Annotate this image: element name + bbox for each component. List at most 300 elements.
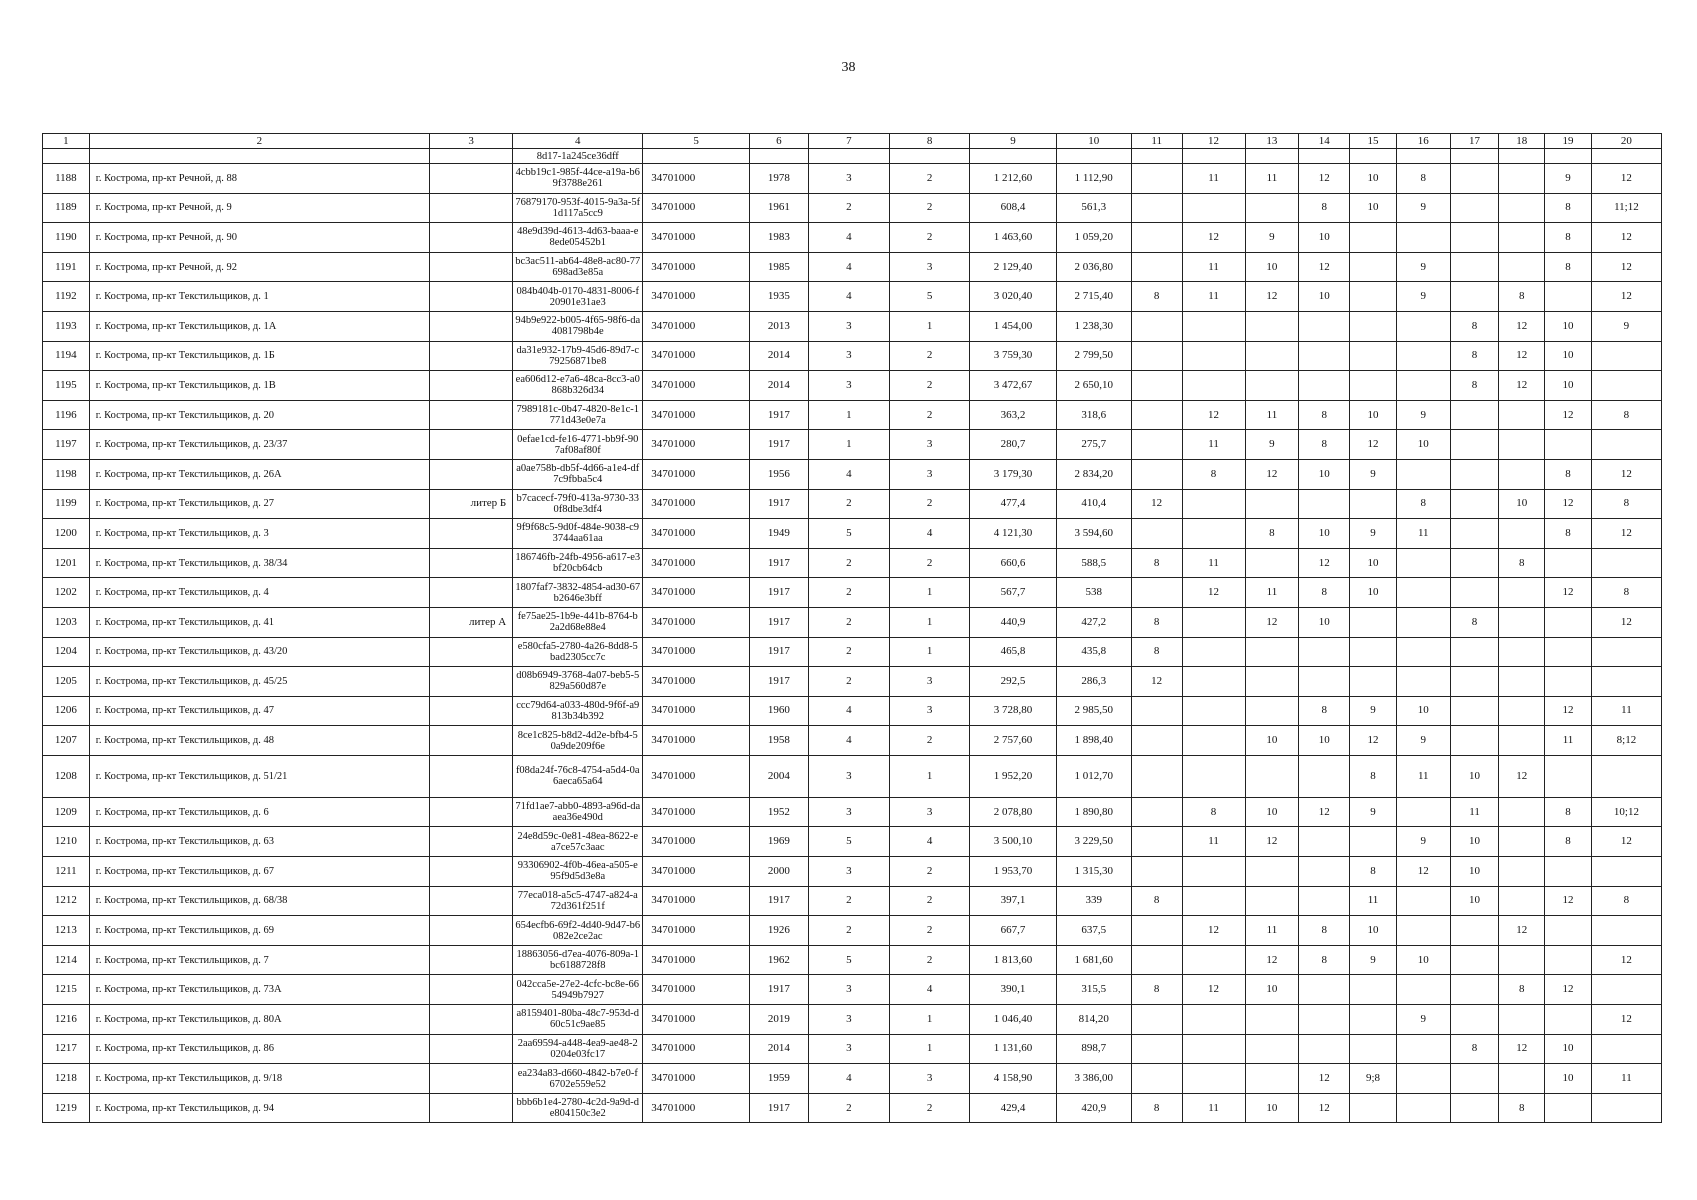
oktmo-code-cell: 34701000: [643, 916, 750, 946]
column-18-cell: [1499, 400, 1545, 430]
column-number: 13: [1245, 134, 1299, 149]
fias-guid-cell: da31e932-17b9-45d6-89d7-c79256871be8: [513, 341, 643, 371]
column-11-cell: [1131, 430, 1182, 460]
column-11-cell: [1131, 827, 1182, 857]
fias-guid-cell: 94b9e922-b005-4f65-98f6-da4081798b4e: [513, 311, 643, 341]
oktmo-code-cell: 34701000: [643, 223, 750, 253]
column-14-cell: [1299, 311, 1350, 341]
column-17-cell: [1450, 459, 1499, 489]
build-year-cell: 1917: [749, 1093, 808, 1123]
column-8-cell: 2: [890, 164, 970, 194]
table-row: [43, 607, 1662, 637]
build-year-cell: 1917: [749, 886, 808, 916]
empty-cell: [1591, 149, 1661, 164]
column-12-cell: 11: [1182, 548, 1245, 578]
table-row: [43, 430, 1662, 460]
column-14-cell: 12: [1299, 797, 1350, 827]
column-9-cell: 280,7: [970, 430, 1056, 460]
build-year-cell: 1917: [749, 430, 808, 460]
row-number-cell: 1216: [43, 1005, 90, 1035]
liter-cell: [429, 252, 512, 282]
address-cell: г. Кострома, пр-кт Текстильщиков, д. 51/21: [89, 755, 429, 797]
row-number-cell: 1204: [43, 637, 90, 667]
column-7-cell: 2: [808, 1093, 889, 1123]
column-11-cell: [1131, 252, 1182, 282]
table-row: [43, 667, 1662, 697]
column-number: 19: [1545, 134, 1592, 149]
oktmo-code-cell: 34701000: [643, 696, 750, 726]
column-16-cell: [1396, 223, 1450, 253]
column-18-cell: 12: [1499, 1034, 1545, 1064]
column-7-cell: 1: [808, 400, 889, 430]
column-15-cell: [1350, 252, 1397, 282]
column-12-cell: 8: [1182, 459, 1245, 489]
oktmo-code-cell: 34701000: [643, 1064, 750, 1094]
column-18-cell: [1499, 223, 1545, 253]
build-year-cell: 1917: [749, 607, 808, 637]
continuation-row: [43, 149, 1662, 164]
column-16-cell: 11: [1396, 755, 1450, 797]
column-15-cell: [1350, 489, 1397, 519]
address-cell: г. Кострома, пр-кт Текстильщиков, д. 23/37: [89, 430, 429, 460]
table-row: [43, 827, 1662, 857]
address-cell: г. Кострома, пр-кт Текстильщиков, д. 94: [89, 1093, 429, 1123]
column-14-cell: [1299, 341, 1350, 371]
column-11-cell: [1131, 1005, 1182, 1035]
column-19-cell: 9: [1545, 164, 1592, 194]
column-number: 8: [890, 134, 970, 149]
address-cell: г. Кострома, пр-кт Текстильщиков, д. 80А: [89, 1005, 429, 1035]
column-16-cell: 9: [1396, 726, 1450, 756]
liter-cell: [429, 400, 512, 430]
column-13-cell: [1245, 311, 1299, 341]
column-15-cell: [1350, 341, 1397, 371]
column-9-cell: 608,4: [970, 193, 1056, 223]
column-8-cell: 3: [890, 696, 970, 726]
fias-guid-cell: 1807faf7-3832-4854-ad30-67b2646e3bff: [513, 578, 643, 608]
column-12-cell: [1182, 341, 1245, 371]
column-8-cell: 3: [890, 459, 970, 489]
column-18-cell: [1499, 193, 1545, 223]
column-10-cell: 318,6: [1056, 400, 1131, 430]
column-12-cell: [1182, 489, 1245, 519]
column-10-cell: 286,3: [1056, 667, 1131, 697]
address-cell: г. Кострома, пр-кт Текстильщиков, д. 1: [89, 282, 429, 312]
fias-guid-cell: fe75ae25-1b9e-441b-8764-b2a2d68e88e4: [513, 607, 643, 637]
address-cell: г. Кострома, пр-кт Текстильщиков, д. 38/34: [89, 548, 429, 578]
liter-cell: [429, 975, 512, 1005]
address-cell: г. Кострома, пр-кт Текстильщиков, д. 86: [89, 1034, 429, 1064]
column-8-cell: 1: [890, 1005, 970, 1035]
column-8-cell: 4: [890, 519, 970, 549]
oktmo-code-cell: 34701000: [643, 164, 750, 194]
column-14-cell: 12: [1299, 1093, 1350, 1123]
empty-cell: [89, 149, 429, 164]
column-13-cell: 11: [1245, 916, 1299, 946]
column-8-cell: 2: [890, 857, 970, 887]
column-18-cell: 8: [1499, 1093, 1545, 1123]
column-19-cell: 12: [1545, 696, 1592, 726]
column-16-cell: 8: [1396, 164, 1450, 194]
column-15-cell: 9: [1350, 459, 1397, 489]
table-row: [43, 400, 1662, 430]
column-20-cell: [1591, 975, 1661, 1005]
column-15-cell: [1350, 223, 1397, 253]
column-14-cell: 8: [1299, 400, 1350, 430]
column-15-cell: [1350, 1093, 1397, 1123]
column-8-cell: 4: [890, 827, 970, 857]
column-number: 14: [1299, 134, 1350, 149]
column-12-cell: [1182, 886, 1245, 916]
row-number-cell: 1215: [43, 975, 90, 1005]
column-15-cell: [1350, 1005, 1397, 1035]
empty-cell: [1396, 149, 1450, 164]
column-17-cell: [1450, 519, 1499, 549]
column-16-cell: 9: [1396, 282, 1450, 312]
column-15-cell: 12: [1350, 726, 1397, 756]
column-20-cell: 12: [1591, 252, 1661, 282]
column-17-cell: [1450, 667, 1499, 697]
column-number: 18: [1499, 134, 1545, 149]
build-year-cell: 1917: [749, 400, 808, 430]
liter-cell: [429, 548, 512, 578]
oktmo-code-cell: 34701000: [643, 311, 750, 341]
column-15-cell: [1350, 607, 1397, 637]
empty-cell: [1182, 149, 1245, 164]
continuation-guid: 8d17-1a245ce36dff: [513, 149, 643, 164]
table-row: [43, 489, 1662, 519]
column-13-cell: 8: [1245, 519, 1299, 549]
column-16-cell: 9: [1396, 193, 1450, 223]
row-number-cell: 1212: [43, 886, 90, 916]
column-16-cell: [1396, 341, 1450, 371]
column-number: 7: [808, 134, 889, 149]
table-row: [43, 223, 1662, 253]
oktmo-code-cell: 34701000: [643, 519, 750, 549]
build-year-cell: 2000: [749, 857, 808, 887]
column-9-cell: 3 179,30: [970, 459, 1056, 489]
column-7-cell: 4: [808, 459, 889, 489]
column-17-cell: [1450, 1064, 1499, 1094]
row-number-cell: 1194: [43, 341, 90, 371]
column-16-cell: [1396, 886, 1450, 916]
column-11-cell: [1131, 519, 1182, 549]
column-11-cell: [1131, 193, 1182, 223]
column-19-cell: [1545, 857, 1592, 887]
address-cell: г. Кострома, пр-кт Текстильщиков, д. 1В: [89, 371, 429, 401]
liter-cell: [429, 945, 512, 975]
column-16-cell: [1396, 371, 1450, 401]
column-8-cell: 2: [890, 341, 970, 371]
column-14-cell: [1299, 975, 1350, 1005]
build-year-cell: 1961: [749, 193, 808, 223]
fias-guid-cell: a8159401-80ba-48c7-953d-d60c51c9ae85: [513, 1005, 643, 1035]
column-18-cell: 12: [1499, 371, 1545, 401]
column-16-cell: 11: [1396, 519, 1450, 549]
column-15-cell: 9;8: [1350, 1064, 1397, 1094]
row-number-cell: 1206: [43, 696, 90, 726]
fias-guid-cell: ea606d12-e7a6-48ca-8cc3-a0868b326d34: [513, 371, 643, 401]
column-13-cell: [1245, 341, 1299, 371]
oktmo-code-cell: 34701000: [643, 282, 750, 312]
build-year-cell: 2014: [749, 371, 808, 401]
column-17-cell: [1450, 193, 1499, 223]
column-10-cell: 1 012,70: [1056, 755, 1131, 797]
column-15-cell: [1350, 667, 1397, 697]
column-17-cell: [1450, 696, 1499, 726]
column-7-cell: 2: [808, 916, 889, 946]
column-13-cell: 10: [1245, 252, 1299, 282]
empty-cell: [1131, 149, 1182, 164]
column-19-cell: 10: [1545, 371, 1592, 401]
oktmo-code-cell: 34701000: [643, 548, 750, 578]
column-7-cell: 3: [808, 857, 889, 887]
column-18-cell: [1499, 459, 1545, 489]
fias-guid-cell: 654ecfb6-69f2-4d40-9d47-b6082e2ce2ac: [513, 916, 643, 946]
column-9-cell: 4 121,30: [970, 519, 1056, 549]
empty-cell: [1350, 149, 1397, 164]
column-9-cell: 3 472,67: [970, 371, 1056, 401]
column-19-cell: 8: [1545, 252, 1592, 282]
column-14-cell: 8: [1299, 578, 1350, 608]
column-16-cell: [1396, 797, 1450, 827]
address-cell: г. Кострома, пр-кт Текстильщиков, д. 7: [89, 945, 429, 975]
column-16-cell: 9: [1396, 827, 1450, 857]
oktmo-code-cell: 34701000: [643, 371, 750, 401]
build-year-cell: 1952: [749, 797, 808, 827]
oktmo-code-cell: 34701000: [643, 578, 750, 608]
address-cell: г. Кострома, пр-кт Текстильщиков, д. 68/38: [89, 886, 429, 916]
row-number-cell: 1201: [43, 548, 90, 578]
column-16-cell: 10: [1396, 696, 1450, 726]
column-7-cell: 3: [808, 1034, 889, 1064]
column-number: 16: [1396, 134, 1450, 149]
oktmo-code-cell: 34701000: [643, 726, 750, 756]
column-14-cell: [1299, 637, 1350, 667]
column-11-cell: [1131, 371, 1182, 401]
empty-cell: [970, 149, 1056, 164]
liter-cell: [429, 311, 512, 341]
address-cell: г. Кострома, пр-кт Текстильщиков, д. 6: [89, 797, 429, 827]
liter-cell: [429, 667, 512, 697]
column-number: 1: [43, 134, 90, 149]
column-15-cell: [1350, 311, 1397, 341]
column-12-cell: 11: [1182, 252, 1245, 282]
table-row: [43, 252, 1662, 282]
oktmo-code-cell: 34701000: [643, 341, 750, 371]
build-year-cell: 1917: [749, 975, 808, 1005]
liter-cell: [429, 341, 512, 371]
column-13-cell: [1245, 667, 1299, 697]
column-8-cell: 5: [890, 282, 970, 312]
build-year-cell: 1917: [749, 548, 808, 578]
address-cell: г. Кострома, пр-кт Текстильщиков, д. 69: [89, 916, 429, 946]
column-20-cell: 8: [1591, 400, 1661, 430]
column-13-cell: 10: [1245, 726, 1299, 756]
row-number-cell: 1211: [43, 857, 90, 887]
empty-cell: [43, 149, 90, 164]
column-19-cell: [1545, 945, 1592, 975]
table-row: [43, 637, 1662, 667]
column-12-cell: 11: [1182, 1093, 1245, 1123]
column-20-cell: 11;12: [1591, 193, 1661, 223]
column-18-cell: [1499, 667, 1545, 697]
liter-cell: [429, 459, 512, 489]
column-16-cell: [1396, 548, 1450, 578]
liter-cell: [429, 637, 512, 667]
column-7-cell: 3: [808, 975, 889, 1005]
column-13-cell: 9: [1245, 223, 1299, 253]
row-number-cell: 1195: [43, 371, 90, 401]
liter-cell: [429, 726, 512, 756]
column-17-cell: 8: [1450, 607, 1499, 637]
column-8-cell: 1: [890, 755, 970, 797]
column-7-cell: 5: [808, 827, 889, 857]
column-number: 10: [1056, 134, 1131, 149]
table-row: [43, 945, 1662, 975]
liter-cell: [429, 1034, 512, 1064]
fias-guid-cell: 2aa69594-a448-4ea9-ae48-20204e03fc17: [513, 1034, 643, 1064]
table-row: [43, 755, 1662, 797]
column-7-cell: 1: [808, 430, 889, 460]
column-16-cell: 9: [1396, 400, 1450, 430]
row-number-cell: 1190: [43, 223, 90, 253]
column-14-cell: 8: [1299, 945, 1350, 975]
build-year-cell: 1917: [749, 578, 808, 608]
column-19-cell: [1545, 607, 1592, 637]
column-9-cell: 477,4: [970, 489, 1056, 519]
column-10-cell: 898,7: [1056, 1034, 1131, 1064]
column-19-cell: 10: [1545, 1064, 1592, 1094]
column-19-cell: 12: [1545, 886, 1592, 916]
fias-guid-cell: 18863056-d7ea-4076-809a-1bc6188728f8: [513, 945, 643, 975]
table-row: [43, 311, 1662, 341]
oktmo-code-cell: 34701000: [643, 400, 750, 430]
column-14-cell: 12: [1299, 252, 1350, 282]
column-16-cell: 9: [1396, 1005, 1450, 1035]
column-10-cell: 2 036,80: [1056, 252, 1131, 282]
fias-guid-cell: 77eca018-a5c5-4747-a824-a72d361f251f: [513, 886, 643, 916]
column-18-cell: [1499, 886, 1545, 916]
column-16-cell: [1396, 459, 1450, 489]
column-20-cell: [1591, 637, 1661, 667]
address-cell: г. Кострома, пр-кт Текстильщиков, д. 1А: [89, 311, 429, 341]
column-13-cell: 9: [1245, 430, 1299, 460]
column-18-cell: 12: [1499, 341, 1545, 371]
column-13-cell: 10: [1245, 797, 1299, 827]
column-12-cell: [1182, 1034, 1245, 1064]
column-19-cell: 12: [1545, 975, 1592, 1005]
row-number-cell: 1208: [43, 755, 90, 797]
column-10-cell: 3 594,60: [1056, 519, 1131, 549]
row-number-cell: 1198: [43, 459, 90, 489]
column-14-cell: 10: [1299, 223, 1350, 253]
build-year-cell: 1917: [749, 667, 808, 697]
column-12-cell: 11: [1182, 164, 1245, 194]
column-14-cell: 8: [1299, 916, 1350, 946]
column-14-cell: 8: [1299, 696, 1350, 726]
oktmo-code-cell: 34701000: [643, 886, 750, 916]
column-18-cell: [1499, 696, 1545, 726]
column-number: 3: [429, 134, 512, 149]
column-12-cell: 12: [1182, 223, 1245, 253]
build-year-cell: 1935: [749, 282, 808, 312]
fias-guid-cell: 084b404b-0170-4831-8006-f20901e31ae3: [513, 282, 643, 312]
column-12-cell: 12: [1182, 975, 1245, 1005]
column-10-cell: 3 229,50: [1056, 827, 1131, 857]
column-10-cell: 2 715,40: [1056, 282, 1131, 312]
column-17-cell: [1450, 1093, 1499, 1123]
column-20-cell: 8: [1591, 489, 1661, 519]
column-12-cell: [1182, 637, 1245, 667]
address-cell: г. Кострома, пр-кт Речной, д. 90: [89, 223, 429, 253]
column-13-cell: [1245, 489, 1299, 519]
column-20-cell: 11: [1591, 1064, 1661, 1094]
column-19-cell: 8: [1545, 193, 1592, 223]
fias-guid-cell: a0ae758b-db5f-4d66-a1e4-df7c9fbba5c4: [513, 459, 643, 489]
column-14-cell: [1299, 827, 1350, 857]
column-10-cell: 2 799,50: [1056, 341, 1131, 371]
column-number: 15: [1350, 134, 1397, 149]
column-9-cell: 2 078,80: [970, 797, 1056, 827]
column-11-cell: 8: [1131, 637, 1182, 667]
column-14-cell: 8: [1299, 193, 1350, 223]
column-20-cell: 12: [1591, 459, 1661, 489]
column-7-cell: 4: [808, 726, 889, 756]
column-15-cell: [1350, 827, 1397, 857]
address-cell: г. Кострома, пр-кт Текстильщиков, д. 9/18: [89, 1064, 429, 1094]
column-12-cell: 12: [1182, 916, 1245, 946]
address-cell: г. Кострома, пр-кт Текстильщиков, д. 47: [89, 696, 429, 726]
column-13-cell: [1245, 548, 1299, 578]
row-number-cell: 1219: [43, 1093, 90, 1123]
row-number-cell: 1191: [43, 252, 90, 282]
row-number-cell: 1199: [43, 489, 90, 519]
column-10-cell: 315,5: [1056, 975, 1131, 1005]
empty-cell: [1499, 149, 1545, 164]
column-8-cell: 2: [890, 945, 970, 975]
column-9-cell: 1 454,00: [970, 311, 1056, 341]
build-year-cell: 2014: [749, 1034, 808, 1064]
oktmo-code-cell: 34701000: [643, 667, 750, 697]
liter-cell: [429, 1093, 512, 1123]
row-number-cell: 1197: [43, 430, 90, 460]
liter-cell: [429, 193, 512, 223]
oktmo-code-cell: 34701000: [643, 755, 750, 797]
column-18-cell: [1499, 1064, 1545, 1094]
column-9-cell: 390,1: [970, 975, 1056, 1005]
column-17-cell: [1450, 223, 1499, 253]
column-17-cell: [1450, 975, 1499, 1005]
column-12-cell: [1182, 519, 1245, 549]
column-18-cell: 12: [1499, 916, 1545, 946]
column-9-cell: 1 046,40: [970, 1005, 1056, 1035]
column-9-cell: 1 813,60: [970, 945, 1056, 975]
column-16-cell: [1396, 1064, 1450, 1094]
column-7-cell: 2: [808, 667, 889, 697]
column-11-cell: 12: [1131, 667, 1182, 697]
column-15-cell: 10: [1350, 578, 1397, 608]
column-8-cell: 2: [890, 726, 970, 756]
column-12-cell: 12: [1182, 578, 1245, 608]
column-7-cell: 4: [808, 696, 889, 726]
column-11-cell: [1131, 578, 1182, 608]
column-19-cell: 8: [1545, 519, 1592, 549]
column-20-cell: 12: [1591, 945, 1661, 975]
oktmo-code-cell: 34701000: [643, 607, 750, 637]
empty-cell: [1299, 149, 1350, 164]
column-8-cell: 2: [890, 371, 970, 401]
